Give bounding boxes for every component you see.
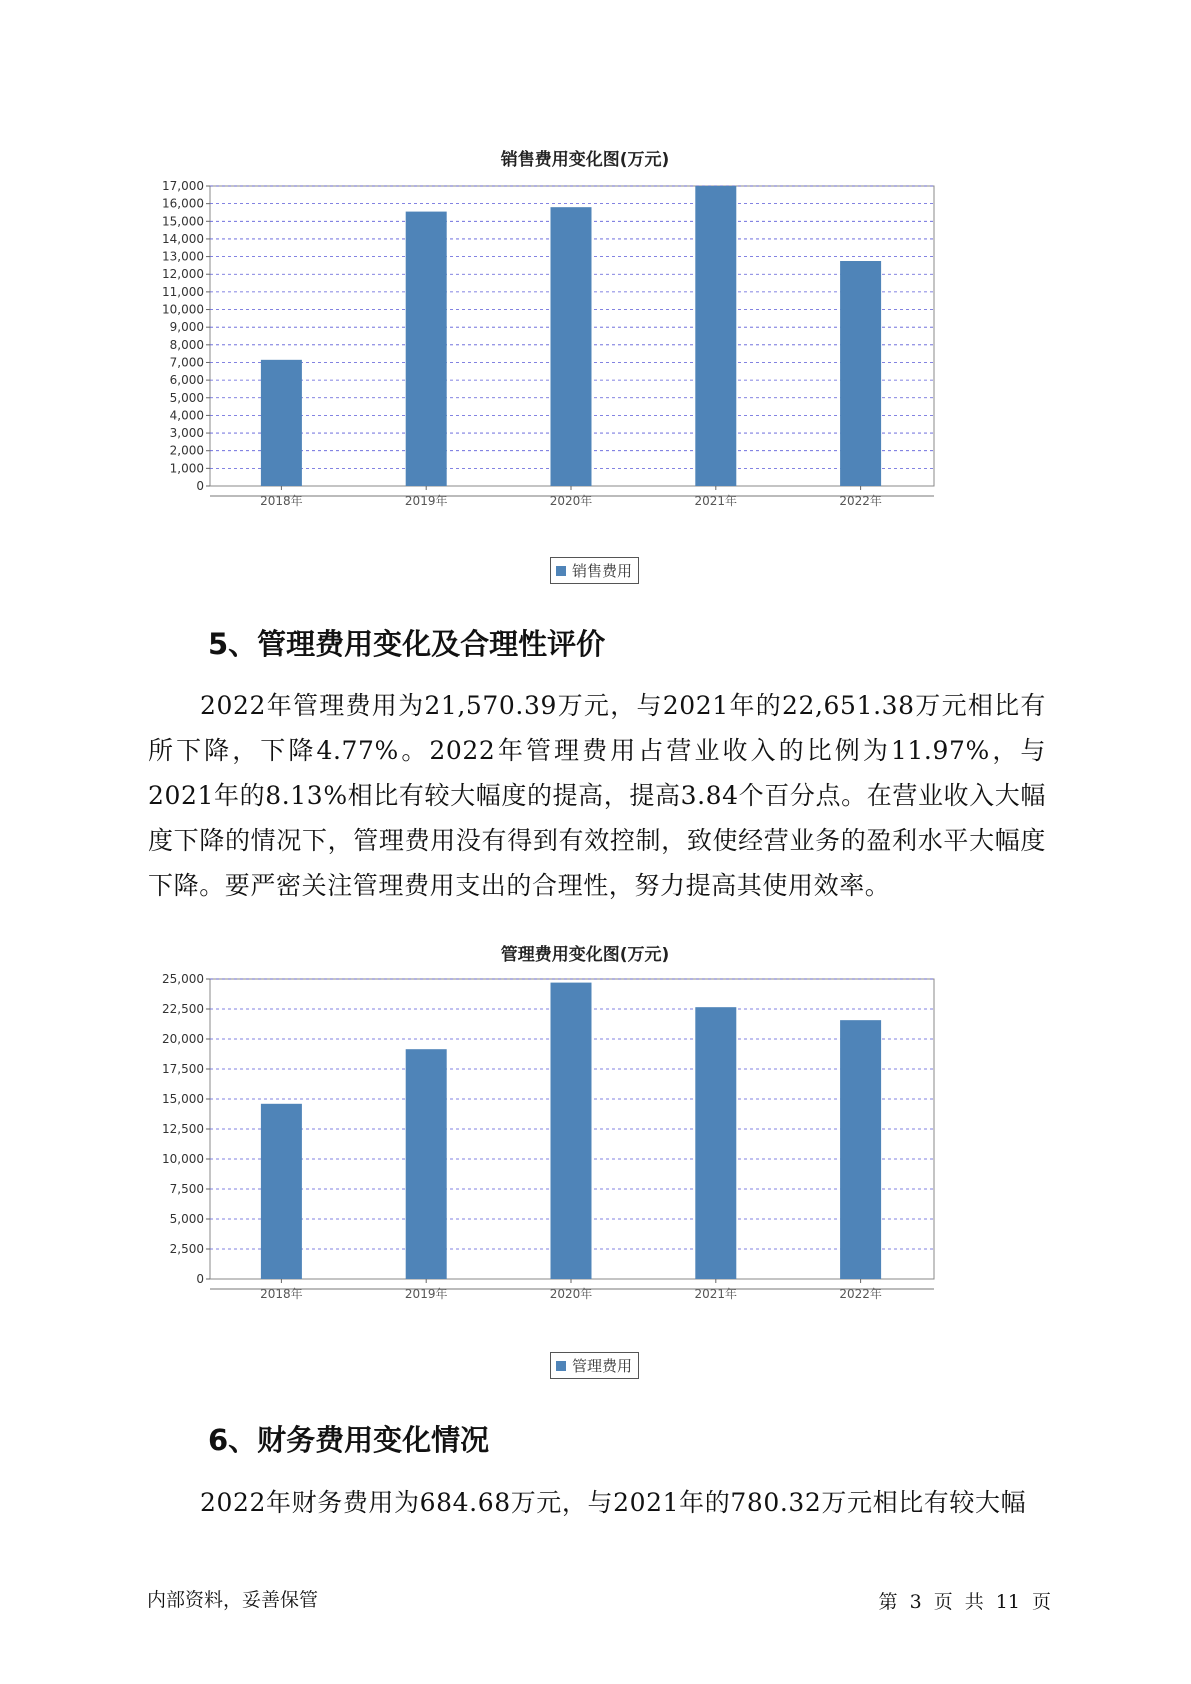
bar [551,983,592,1279]
y-tick-label: 12,500 [162,1122,204,1136]
x-tick-label: 2022年 [839,494,882,508]
section-5-heading: 5、管理费用变化及合理性评价 [208,627,606,661]
y-tick-label: 7,000 [169,355,204,370]
y-tick-label: 10,000 [162,1152,204,1166]
y-tick-label: 20,000 [162,1032,204,1046]
y-tick-label: 15,000 [162,214,204,229]
y-tick-label: 14,000 [162,231,204,246]
x-tick-label: 2021年 [694,1287,738,1301]
footer-confidential-note: 内部资料，妥善保管 [147,1589,319,1611]
chart-legend [550,557,639,584]
section-6-paragraph: 2022年财务费用为684.68万元，与2021年的780.32万元相比有较大幅 [200,1488,1027,1517]
x-tick-label: 2020年 [549,1287,593,1301]
y-tick-label: 0 [196,1272,204,1286]
y-tick-label: 5,000 [169,1212,204,1226]
y-tick-label: 7,500 [169,1182,204,1196]
bar [406,1049,447,1279]
y-tick-label: 15,000 [162,1092,204,1106]
y-tick-label: 22,500 [162,1002,204,1016]
legend-swatch [556,1361,566,1371]
x-tick-label: 2021年 [694,494,738,508]
bar [261,1104,302,1279]
legend-swatch [556,566,566,576]
y-tick-label: 2,500 [169,1242,204,1256]
section-5-paragraph: 2022年管理费用为21,570.39万元，与2021年的22,651.38万元相比有所下降，下降4.77%。2022年管理费用占营业收入的比例为11.97%，与2021年的8.13%相比有较大幅度的提高，提高3.84个百分点。在营业收入大幅度下降的情况下，管理费用没有得到有效控制，致使经营业务的盈利水平大幅度下降。要严密关注管理费用支出的合理性，努力提高其使用效率。 [148,691,1046,900]
chart-title: 管理费用变化图(万元) [500,945,670,965]
bar [551,207,592,486]
x-tick-label: 2020年 [549,494,593,508]
y-tick-label: 17,500 [162,1062,204,1076]
section-6-heading: 6、财务费用变化情况 [208,1423,490,1457]
x-tick-label: 2018年 [260,1287,303,1301]
sales-expense-chart [150,140,1020,590]
y-tick-label: 9,000 [169,320,204,335]
y-tick-label: 2,000 [169,443,204,458]
y-tick-label: 13,000 [162,249,204,264]
bar [840,261,881,486]
y-tick-label: 5,000 [169,390,204,405]
x-tick-label: 2019年 [404,1287,448,1301]
x-tick-label: 2022年 [839,1287,882,1301]
y-tick-label: 12,000 [162,267,204,282]
y-tick-label: 10,000 [162,302,204,317]
y-tick-label: 3,000 [169,426,204,441]
admin-expense-chart [150,935,1020,1385]
bar [695,186,736,486]
bar [840,1020,881,1279]
bar [261,360,302,486]
y-tick-label: 17,000 [162,179,204,193]
admin-expense-chart-svg [150,973,1020,1373]
bar [695,1007,736,1279]
y-tick-label: 8,000 [169,337,204,352]
x-tick-label: 2019年 [404,494,448,508]
y-tick-label: 25,000 [162,972,204,986]
y-tick-label: 11,000 [162,284,204,299]
sales-expense-chart-svg [150,180,1020,580]
legend-label: 销售费用 [572,562,633,580]
y-tick-label: 1,000 [169,461,204,476]
y-tick-label: 0 [196,479,204,493]
y-tick-label: 16,000 [162,196,204,211]
y-tick-label: 4,000 [169,408,204,423]
x-tick-label: 2018年 [260,494,303,508]
chart-title: 销售费用变化图(万元) [500,150,670,170]
legend-label: 管理费用 [572,1357,633,1375]
footer-page-number: 第 3 页 共 11 页 [878,1591,1051,1613]
chart-legend [550,1352,639,1379]
bar [406,212,447,486]
y-tick-label: 6,000 [169,373,204,388]
